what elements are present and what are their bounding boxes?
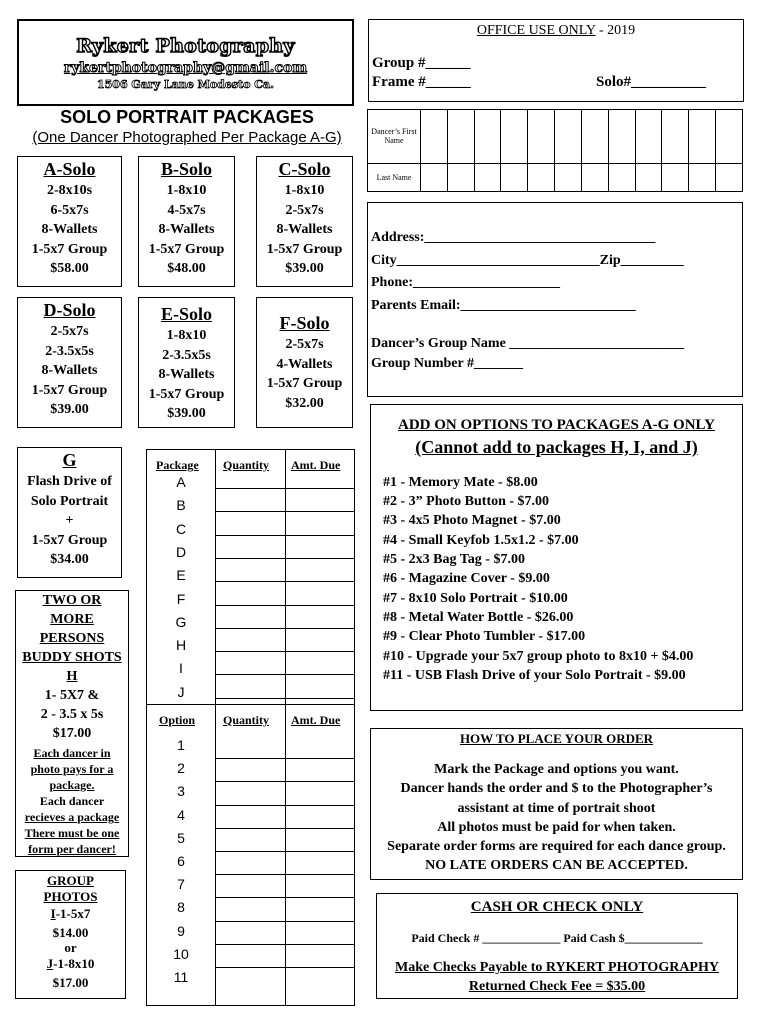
how-to-line: assistant at time of portrait shoot bbox=[457, 801, 656, 816]
phone-field[interactable]: Phone:_____________________ bbox=[371, 275, 560, 290]
buddy-note: photo pays for a bbox=[30, 762, 114, 776]
option-row-line[interactable] bbox=[215, 781, 354, 782]
package-f-line: 1-5x7 Group bbox=[266, 376, 343, 391]
last-name-label: Last Name bbox=[368, 163, 421, 191]
payable-to: Make Checks Payable to RYKERT PHOTOGRAPHY bbox=[394, 960, 719, 975]
option-row-line[interactable] bbox=[215, 944, 354, 945]
addon-item: #9 - Clear Photo Tumbler - $17.00 bbox=[383, 629, 586, 644]
packages-title-sub: (One Dancer Photographed Per Package A-G) bbox=[32, 129, 342, 146]
parents-email-field[interactable]: Parents Email:_________________________ bbox=[371, 298, 636, 313]
how-to-line: All photos must be paid for when taken. bbox=[437, 820, 676, 835]
col-package-header: Package bbox=[156, 458, 199, 472]
option-row-label: 8 bbox=[177, 899, 185, 916]
company-email: rykertphotography@gmail.com bbox=[63, 60, 308, 76]
package-c-line: 1-5x7 Group bbox=[266, 241, 343, 257]
addon-item: #11 - USB Flash Drive of your Solo Portrait - $9.00 bbox=[383, 668, 686, 683]
package-f-title: F-Solo bbox=[279, 313, 330, 333]
how-to-line: Separate order forms are required for each dance group. bbox=[387, 839, 726, 854]
buddy-note: form per dancer! bbox=[28, 842, 116, 856]
package-row-line[interactable] bbox=[215, 558, 354, 559]
buddy-note: package. bbox=[49, 778, 95, 792]
package-g-line: Solo Portrait bbox=[30, 493, 109, 509]
package-e-line: 1-5x7 Group bbox=[148, 386, 225, 402]
name-letter-cell[interactable] bbox=[555, 110, 582, 164]
package-j-letter: J bbox=[46, 956, 54, 971]
option-row-line[interactable] bbox=[215, 851, 354, 852]
addon-item: #7 - 8x10 Solo Portrait - $10.00 bbox=[383, 591, 568, 606]
option-row-line[interactable] bbox=[215, 758, 354, 759]
package-h-line: 2 - 3.5 x 5s bbox=[40, 707, 104, 722]
option-row-line[interactable] bbox=[215, 828, 354, 829]
package-row-label: I bbox=[179, 660, 183, 677]
package-row-label: F bbox=[176, 590, 186, 607]
buddy-title-line: BUDDY SHOTS bbox=[22, 650, 122, 665]
addon-item: #4 - Small Keyfob 1.5x1.2 - $7.00 bbox=[383, 533, 579, 548]
group-photos-title: PHOTOS bbox=[43, 889, 98, 904]
addon-subheading: (Cannot add to packages H, I, and J) bbox=[415, 437, 698, 457]
addon-item: #2 - 3” Photo Button - $7.00 bbox=[383, 494, 550, 509]
package-d-line: 1-5x7 Group bbox=[31, 382, 108, 398]
package-e-line: 2-3.5x5s bbox=[162, 347, 211, 363]
package-g-line: Flash Drive of bbox=[27, 474, 112, 489]
package-e-box bbox=[138, 297, 235, 428]
package-h-letter: H bbox=[66, 669, 78, 684]
package-row-line[interactable] bbox=[215, 581, 354, 582]
package-i-line bbox=[16, 906, 125, 922]
returned-check-fee: Returned Check Fee = $35.00 bbox=[468, 979, 646, 994]
name-letter-cell[interactable] bbox=[608, 110, 635, 164]
package-a-price: $58.00 bbox=[50, 261, 89, 276]
package-g-price: $34.00 bbox=[50, 552, 89, 567]
name-letter-cell[interactable] bbox=[635, 110, 662, 164]
package-d-line: 8-Wallets bbox=[41, 363, 98, 378]
option-row-label: 2 bbox=[177, 760, 185, 777]
how-to-heading: HOW TO PLACE YOUR ORDER bbox=[459, 731, 654, 746]
office-use-box bbox=[368, 19, 744, 102]
package-row-line[interactable] bbox=[215, 698, 354, 699]
package-c-line: 2-5x7s bbox=[285, 202, 324, 218]
name-letter-cell[interactable] bbox=[581, 110, 608, 164]
buddy-note: There must be one bbox=[24, 826, 120, 840]
company-name: Rykert Photography bbox=[76, 35, 295, 57]
name-letter-cell[interactable] bbox=[689, 163, 716, 191]
address-field[interactable]: Address:_________________________________ bbox=[371, 230, 656, 245]
package-row-label: A bbox=[176, 474, 186, 490]
buddy-title-line: PERSONS bbox=[39, 631, 105, 646]
package-a-line: 2-8x10s bbox=[46, 183, 93, 198]
package-row-label: D bbox=[175, 543, 187, 560]
col-amount-header: Amt. Due bbox=[291, 458, 341, 472]
name-letter-cell[interactable] bbox=[716, 110, 743, 164]
package-row-line[interactable] bbox=[215, 674, 354, 675]
option-row-label: 5 bbox=[177, 829, 185, 846]
package-i-letter: I bbox=[50, 906, 56, 921]
option-row-label: 3 bbox=[177, 783, 185, 800]
name-letter-cell[interactable] bbox=[447, 110, 474, 164]
package-c-box bbox=[256, 156, 353, 287]
package-f-price: $32.00 bbox=[285, 395, 324, 411]
package-e-price: $39.00 bbox=[167, 406, 206, 421]
package-b-box bbox=[138, 156, 235, 287]
addon-item: #10 - Upgrade your 5x7 group photo to 8x10 + $4.00 bbox=[383, 649, 694, 664]
col-divider bbox=[285, 450, 286, 1005]
addon-item: #6 - Magazine Cover - $9.00 bbox=[383, 571, 550, 586]
option-row-line[interactable] bbox=[215, 897, 354, 898]
package-a-title: A-Solo bbox=[43, 159, 96, 179]
buddy-title-line: MORE bbox=[50, 612, 94, 627]
name-letter-cell[interactable] bbox=[501, 163, 528, 191]
option-row-label: 6 bbox=[177, 853, 185, 869]
group-photos-title: GROUP bbox=[47, 873, 94, 888]
name-letter-cell[interactable] bbox=[421, 110, 448, 164]
package-d-price: $39.00 bbox=[50, 402, 89, 417]
package-c-title: C-Solo bbox=[278, 159, 331, 179]
group-or-text: or bbox=[64, 940, 77, 955]
city-zip-field[interactable]: City_____________________________Zip_________ bbox=[371, 253, 684, 268]
name-letter-cell[interactable] bbox=[662, 163, 689, 191]
option-row-label: 9 bbox=[177, 922, 185, 939]
package-g-box bbox=[17, 447, 122, 578]
addon-options-box bbox=[370, 404, 743, 711]
how-to-order-box bbox=[370, 728, 743, 880]
package-row-label: J bbox=[177, 683, 185, 700]
col-amount-header: Amt. Due bbox=[291, 713, 341, 727]
package-b-line: 4-5x7s bbox=[167, 202, 206, 218]
group-name-field[interactable]: Dancer’s Group Name _________________________ bbox=[371, 336, 685, 351]
packages-title bbox=[17, 107, 357, 146]
name-letter-cell[interactable] bbox=[447, 163, 474, 191]
addon-item: #5 - 2x3 Bag Tag - $7.00 bbox=[383, 552, 525, 567]
package-c-line: 8-Wallets bbox=[276, 222, 333, 237]
col-divider bbox=[215, 450, 216, 1005]
addon-heading: ADD ON OPTIONS TO PACKAGES A-G ONLY bbox=[398, 417, 715, 433]
dancer-name-grid bbox=[367, 109, 743, 192]
name-letter-cell[interactable] bbox=[555, 163, 582, 191]
package-f-box bbox=[256, 297, 353, 428]
buddy-title-line: TWO OR bbox=[42, 593, 102, 608]
name-letter-cell[interactable] bbox=[635, 163, 662, 191]
name-letter-cell[interactable] bbox=[689, 110, 716, 164]
package-a-box bbox=[17, 156, 122, 287]
name-letter-cell[interactable] bbox=[421, 163, 448, 191]
buddy-note: Each dancer in bbox=[33, 746, 111, 760]
package-h-price: $17.00 bbox=[52, 726, 92, 741]
package-row-line[interactable] bbox=[215, 488, 354, 489]
package-row-line[interactable] bbox=[215, 535, 354, 536]
package-row-label: H bbox=[175, 637, 187, 654]
col-quantity-header: Quantity bbox=[223, 713, 270, 727]
option-row-label: 1 bbox=[177, 737, 185, 753]
col-option-header: Option bbox=[159, 713, 196, 727]
name-letter-cell[interactable] bbox=[501, 110, 528, 164]
first-name-label: Dancer’s First Name bbox=[368, 110, 421, 164]
package-d-line: 2-5x7s bbox=[50, 324, 89, 339]
packages-title-main: SOLO PORTRAIT PACKAGES bbox=[60, 107, 314, 127]
contact-info-box bbox=[367, 202, 743, 397]
option-row-line[interactable] bbox=[215, 805, 354, 806]
package-row-line[interactable] bbox=[215, 605, 354, 606]
package-j-text: -1-8x10 bbox=[53, 956, 95, 971]
package-d-title: D-Solo bbox=[43, 300, 96, 320]
group-number-field[interactable]: Group Number #_______ bbox=[371, 356, 523, 371]
paid-fields[interactable]: Paid Check # _____________ Paid Cash $_____________ bbox=[411, 931, 703, 945]
option-row-label: 10 bbox=[173, 945, 189, 962]
payment-box bbox=[376, 893, 738, 999]
package-d-line: 2-3.5x5s bbox=[45, 343, 94, 359]
option-row-line[interactable] bbox=[215, 921, 354, 922]
name-letter-cell[interactable] bbox=[716, 163, 743, 191]
package-a-line: 1-5x7 Group bbox=[31, 241, 108, 257]
name-letter-cell[interactable] bbox=[608, 163, 635, 191]
package-e-title: E-Solo bbox=[160, 304, 212, 324]
package-row-line[interactable] bbox=[215, 628, 354, 629]
package-g-line: 1-5x7 Group bbox=[31, 532, 108, 548]
package-row-label: B bbox=[176, 497, 186, 514]
how-to-line: Dancer hands the order and $ to the Photographer’s bbox=[400, 781, 713, 796]
package-c-price: $39.00 bbox=[285, 261, 324, 276]
office-solo-field[interactable]: Solo#__________ bbox=[596, 74, 707, 90]
package-b-line: 1-8x10 bbox=[166, 183, 207, 198]
package-b-line: 1-5x7 Group bbox=[148, 241, 225, 257]
last-name-row bbox=[368, 163, 743, 191]
package-b-line: 8-Wallets bbox=[158, 222, 215, 237]
section-separator bbox=[147, 704, 354, 705]
option-row-label: 4 bbox=[177, 806, 185, 823]
company-address: 1506 Gary Lane Modesto Ca. bbox=[96, 78, 275, 91]
option-row-line[interactable] bbox=[215, 967, 354, 968]
package-d-box bbox=[17, 297, 122, 428]
option-row-label: 7 bbox=[177, 876, 185, 893]
name-letter-cell[interactable] bbox=[474, 163, 501, 191]
package-h-box bbox=[15, 590, 129, 857]
name-letter-cell[interactable] bbox=[662, 110, 689, 164]
package-e-line: 8-Wallets bbox=[158, 367, 215, 382]
how-to-line: Mark the Package and options you want. bbox=[434, 762, 679, 777]
addon-item: #3 - 4x5 Photo Magnet - $7.00 bbox=[383, 513, 561, 528]
office-use-title bbox=[369, 23, 743, 39]
package-row-label: G bbox=[175, 613, 187, 630]
how-to-line: NO LATE ORDERS CAN BE ACCEPTED. bbox=[425, 858, 688, 873]
package-f-line: 2-5x7s bbox=[285, 337, 324, 352]
package-j-price: $17.00 bbox=[52, 975, 89, 990]
package-b-title: B-Solo bbox=[160, 159, 212, 179]
addon-item: #8 - Metal Water Bottle - $26.00 bbox=[383, 610, 574, 625]
option-row-label: 11 bbox=[173, 969, 189, 985]
office-frame-field[interactable]: Frame #______ bbox=[372, 74, 471, 90]
package-row-label: E bbox=[176, 567, 186, 584]
first-name-row bbox=[368, 110, 743, 164]
package-b-price: $48.00 bbox=[167, 261, 206, 276]
package-a-line: 6-5x7s bbox=[50, 202, 89, 218]
group-photos-box bbox=[15, 870, 126, 999]
name-letter-cell[interactable] bbox=[581, 163, 608, 191]
office-group-field[interactable]: Group #______ bbox=[372, 55, 471, 71]
name-letter-cell[interactable] bbox=[474, 110, 501, 164]
package-h-line: 1- 5X7 & bbox=[44, 688, 100, 703]
package-row-line[interactable] bbox=[215, 651, 354, 652]
office-use-label: OFFICE USE ONLY bbox=[476, 23, 596, 38]
name-letter-cell[interactable] bbox=[528, 163, 555, 191]
package-g-title: G bbox=[62, 450, 77, 470]
package-f-line: 4-Wallets bbox=[276, 356, 333, 372]
package-row-line[interactable] bbox=[215, 511, 354, 512]
company-header bbox=[17, 19, 354, 106]
package-g-line: + bbox=[65, 513, 74, 528]
package-i-price: $14.00 bbox=[52, 925, 89, 940]
package-j-line bbox=[16, 956, 125, 972]
package-c-line: 1-8x10 bbox=[284, 183, 325, 198]
addon-item: #1 - Memory Mate - $8.00 bbox=[383, 475, 538, 490]
package-i-text: -1-5x7 bbox=[55, 906, 91, 921]
col-quantity-header: Quantity bbox=[223, 458, 270, 472]
package-e-line: 1-8x10 bbox=[166, 328, 207, 343]
office-year: - 2019 bbox=[598, 23, 636, 38]
buddy-note: recieves a package bbox=[24, 810, 120, 824]
package-a-line: 8-Wallets bbox=[41, 222, 98, 237]
package-row-label: C bbox=[175, 520, 187, 537]
option-row-line[interactable] bbox=[215, 874, 354, 875]
order-table bbox=[146, 449, 355, 1006]
buddy-note: Each dancer bbox=[39, 794, 105, 808]
payment-heading: CASH OR CHECK ONLY bbox=[470, 899, 644, 915]
name-letter-cell[interactable] bbox=[528, 110, 555, 164]
